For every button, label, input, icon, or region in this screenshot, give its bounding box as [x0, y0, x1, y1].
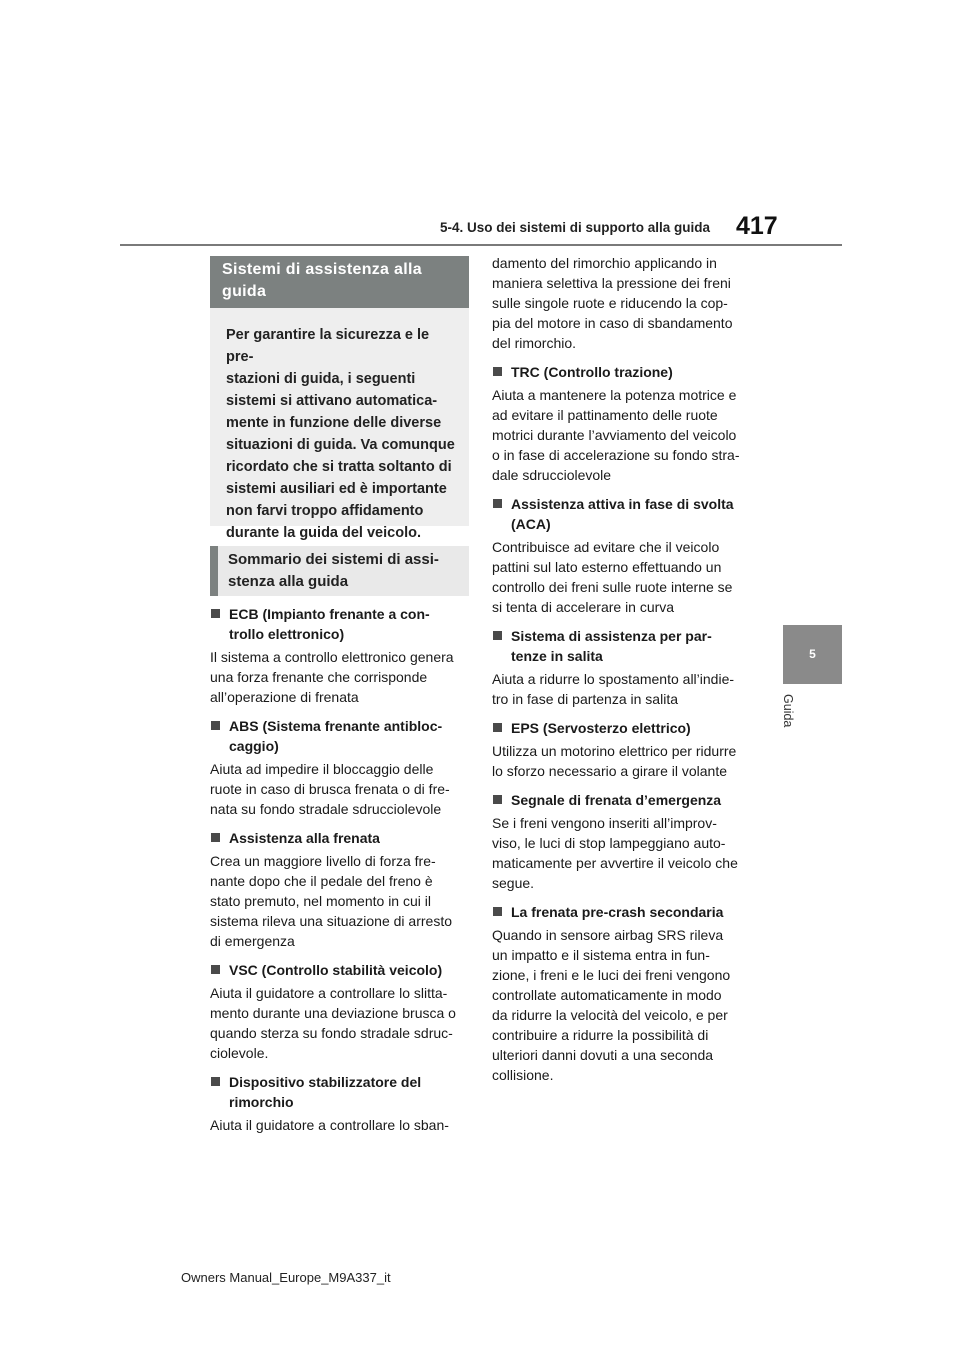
section-heading: Sistemi di assistenza alla guida: [210, 256, 469, 308]
page-number: 417: [736, 212, 778, 240]
section-title: 5-4. Uso dei sistemi di supporto alla guida: [440, 220, 711, 235]
list-item: [210, 716, 468, 819]
item-body: Aiuta il guidatore a controllare lo slitta- mento durante una deviazione brusca o quando sterza su fondo stradale sdruc- ciolevole.: [210, 985, 456, 1061]
list-item: [492, 626, 750, 709]
list-item: [210, 828, 468, 951]
list-item: [210, 1072, 468, 1135]
list-item: [210, 960, 468, 1063]
item-title: Dispositivo stabilizzatore del rimorchio: [210, 1072, 468, 1112]
item-title: ABS (Sistema frenante antibloc- caggio): [210, 716, 468, 756]
list-item: [492, 494, 750, 617]
item-title: Sistema di assistenza per par- tenze in salita: [492, 626, 750, 666]
item-body: Crea un maggiore livello di forza fre- nante dopo che il pedale del freno è stato premuto, nel momento in cui il sistema rileva una situazione di arresto di emergenza: [210, 853, 453, 949]
intro-box: Per garantire la sicurezza e le pre- stazioni di guida, i seguenti sistemi si attivano automatica- mente in funzione delle diverse situazioni di guida. Va comunque ricordato che si tratta soltanto di sistemi ausiliari ed è importante non farvi troppo affidamento durante la guida del veicolo.: [210, 308, 469, 526]
footer-text: Owners Manual_Europe_M9A337_it: [181, 1270, 391, 1285]
item-body: Contribuisce ad evitare che il veicolo pattini sul lato esterno effettuando un controllo dei freni sulle ruote interne se si tenta di accelerare in curva: [492, 539, 733, 615]
item-title: VSC (Controllo stabilità veicolo): [210, 960, 468, 980]
list-item: [210, 604, 468, 707]
chapter-label: Guida: [781, 694, 795, 728]
item-title: Segnale di frenata d’emergenza: [492, 790, 750, 810]
list-item: [492, 362, 750, 485]
item-body: Utilizza un motorino elettrico per ridurre lo sforzo necessario a girare il volante: [492, 743, 737, 779]
continued-text: damento del rimorchio applicando in maniera selettiva la pressione dei freni sulle singole ruote e riducendo la cop- pia del motore in caso di sbandamento del rimorchio.: [492, 255, 733, 351]
list-item: [492, 790, 750, 893]
chapter-tab: 5: [783, 625, 842, 684]
item-body: Quando in sensore airbag SRS rileva un impatto e il sistema entra in fun- zione, i freni e le luci dei freni vengono controllate automaticamente in modo da ridurre la velocità del veicolo, e per contribuire a ridurre la possibilità di ulteriori danni dovuti a una seconda collisione.: [492, 927, 731, 1083]
left-column: [210, 604, 468, 1144]
item-title: La frenata pre-crash secondaria: [492, 902, 750, 922]
item-body: Aiuta a ridurre lo spostamento all’indie- tro in fase di partenza in salita: [492, 671, 735, 707]
item-title: EPS (Servosterzo elettrico): [492, 718, 750, 738]
item-title: TRC (Controllo trazione): [492, 362, 750, 382]
item-body: Il sistema a controllo elettronico genera una forza frenante che corrisponde all’operazione di frenata: [210, 649, 454, 705]
item-body: Se i freni vengono inseriti all’improv- viso, le luci di stop lampeggiano auto- maticamente per avvertire il veicolo che segue.: [492, 815, 738, 891]
list-item: [492, 902, 750, 1085]
item-title: Assistenza alla frenata: [210, 828, 468, 848]
header-divider: [120, 244, 842, 246]
right-column: [492, 253, 750, 1094]
item-title: ECB (Impianto frenante a con- trollo elettronico): [210, 604, 468, 644]
item-body: Aiuta a mantenere la potenza motrice e ad evitare il pattinamento delle ruote motrici durante l’avviamento del veicolo o in fase di accelerazione su fondo stra- dale sdrucciolevole: [492, 387, 740, 483]
item-title: Assistenza attiva in fase di svolta (ACA): [492, 494, 750, 534]
summary-heading: Sommario dei sistemi di assi- stenza alla guida: [210, 546, 469, 596]
item-body: Aiuta ad impedire il bloccaggio delle ruote in caso di brusca frenata o di fre- nata su fondo stradale sdrucciolevole: [210, 761, 450, 817]
item-body: Aiuta il guidatore a controllare lo sban-: [210, 1117, 449, 1133]
list-item: [492, 718, 750, 781]
